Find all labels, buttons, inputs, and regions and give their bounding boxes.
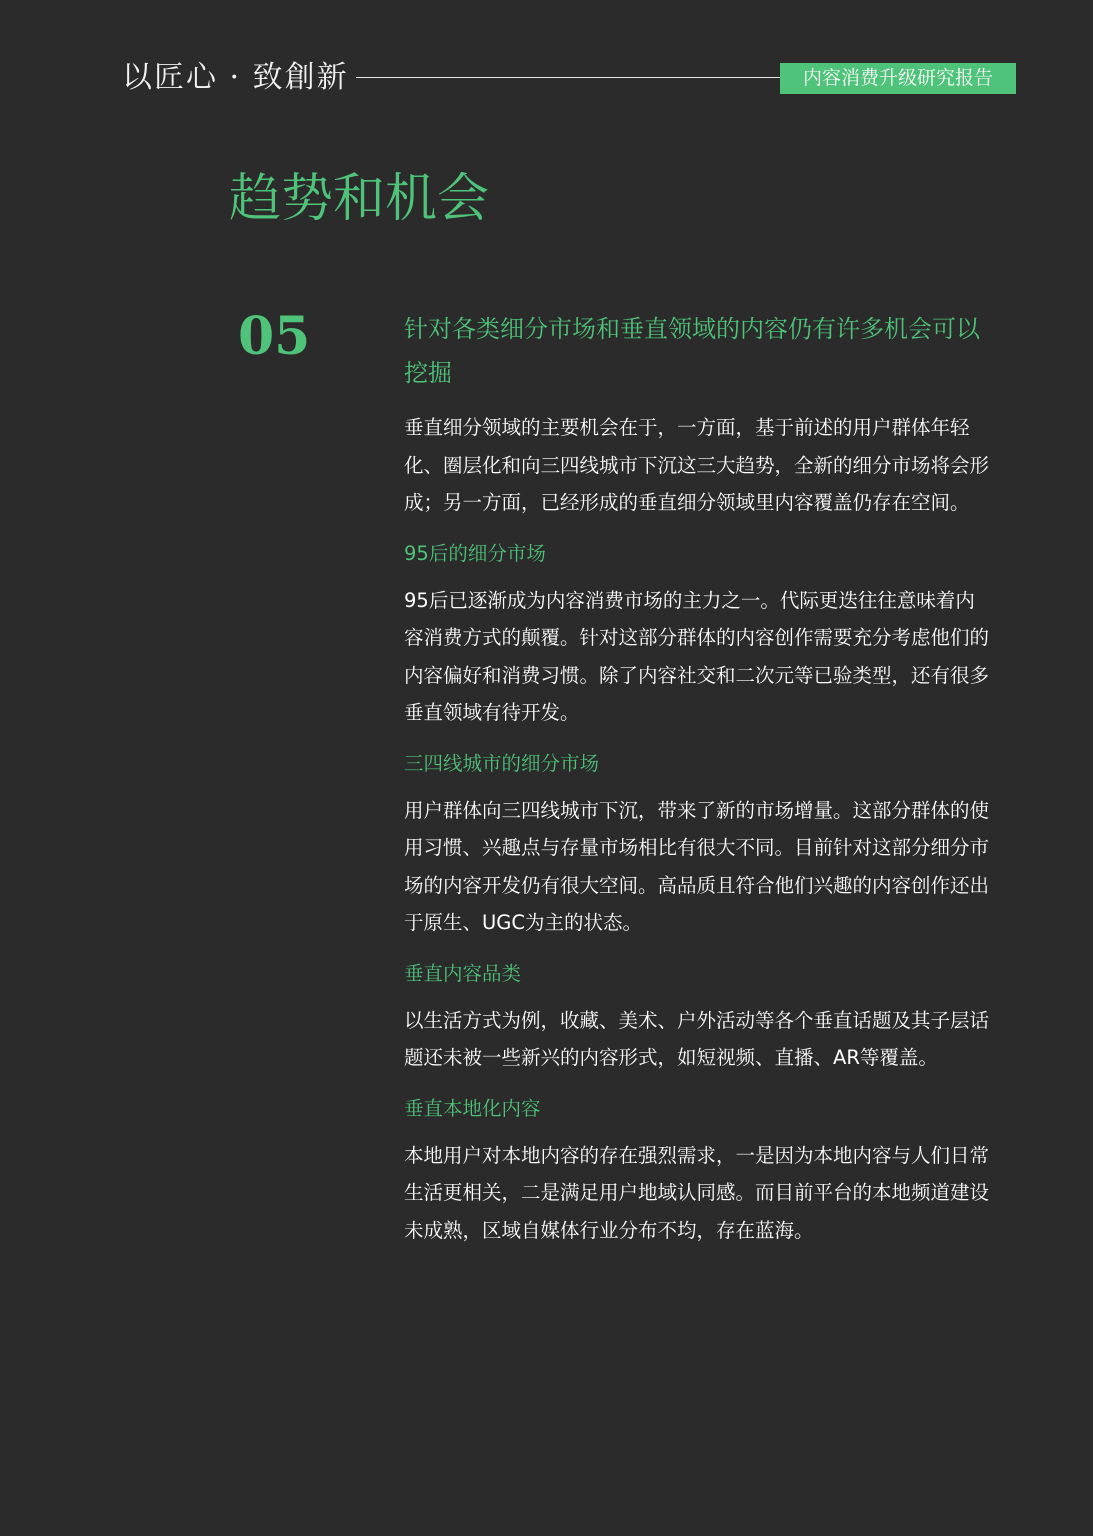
brand-slogan: 以匠心 · 致創新 [122, 60, 349, 95]
section-content [404, 307, 994, 1249]
subsection-local-content [404, 1094, 994, 1250]
subsection-body: 以生活方式为例，收藏、美术、户外活动等各个垂直话题及其子层话题还未被一些新兴的内容形式，如短视频、直播、AR等覆盖。 [404, 1008, 990, 1069]
section-intro: 垂直细分领域的主要机会在于，一方面，基于前述的用户群体年轻化、圈层化和向三四线城市下沉这三大趋势，全新的细分市场将会形成；另一方面，已经形成的垂直细分领域里内容覆盖仍存在空间。 [404, 416, 990, 514]
page-title: 趋势和机会 [229, 169, 490, 229]
section-number: 05 [238, 306, 311, 367]
subsection-title: 三四线城市的细分市场 [404, 751, 600, 775]
section-heading: 针对各类细分市场和垂直领域的内容仍有许多机会可以挖掘 [404, 315, 980, 387]
subsection-title: 垂直本地化内容 [404, 1096, 541, 1120]
subsection-gen-z [404, 539, 994, 732]
subsection-body: 95后已逐渐成为内容消费市场的主力之一。代际更迭往往意味着内容消费方式的颠覆。针对这部分群体的内容创作需要充分考虑他们的内容偏好和消费习惯。除了内容社交和二次元等已验类型，还有很多垂直领域有待开发。 [404, 588, 990, 724]
header-divider [356, 77, 782, 78]
subsection-title: 垂直内容品类 [404, 961, 522, 985]
subsection-vertical-categories [404, 959, 994, 1077]
subsection-body: 本地用户对本地内容的存在强烈需求，一是因为本地内容与人们日常生活更相关，二是满足用户地域认同感。而目前平台的本地频道建设未成熟，区域自媒体行业分布不均，存在蓝海。 [404, 1143, 990, 1242]
subsection-lower-tier-cities [404, 749, 994, 942]
subsection-title: 95后的细分市场 [404, 541, 546, 565]
subsection-body: 用户群体向三四线城市下沉，带来了新的市场增量。这部分群体的使用习惯、兴趣点与存量市场相比有很大不同。目前针对这部分细分市场的内容开发仍有很大空间。高品质且符合他们兴趣的内容创作还出于原生、UGC为主的状态。 [404, 798, 990, 934]
report-title-tag: 内容消费升级研究报告 [780, 63, 1016, 94]
